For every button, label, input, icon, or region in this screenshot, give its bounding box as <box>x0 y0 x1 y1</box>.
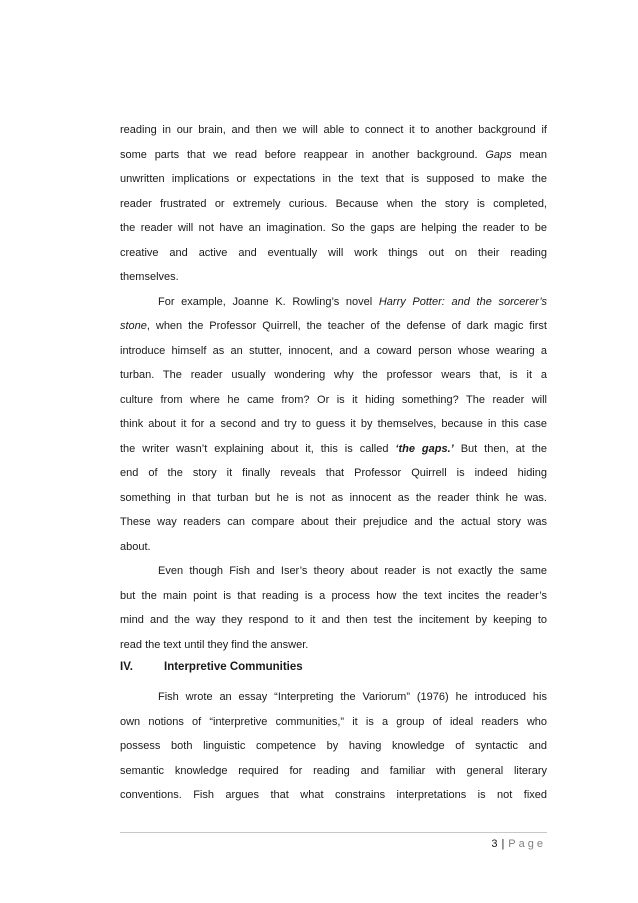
text-line: culture from where he came from? Or is it hiding something? The reader will <box>120 393 547 406</box>
text-line: something in that turban but he is not as innocent as the reader think he was. <box>120 491 547 504</box>
text-line: Even though Fish and Iser’s theory about reader is not exactly the same <box>158 565 547 577</box>
text-line: stone, when the Professor Quirrell, the teacher of the defense of dark magic first <box>120 320 547 332</box>
text-line: about. <box>120 540 151 553</box>
text-line: own notions of “interpretive communities,” it is a group of ideal readers who <box>120 715 547 728</box>
text-line: unwritten implications or expectations in the text that is supposed to make the <box>120 173 547 185</box>
text-line: turban. The reader usually wondering why the professor wears that, is it a <box>120 369 547 381</box>
italic-book-title-cont: stone <box>120 320 147 332</box>
paragraph-interpretive-communities <box>120 685 547 808</box>
text-line: For example, Joanne K. Rowling’s novel Harry Potter: and the sorcerer’s <box>158 295 547 308</box>
section-body <box>120 685 547 808</box>
footer-separator: | <box>501 838 505 850</box>
footer-divider <box>120 832 547 833</box>
section-heading <box>120 661 303 673</box>
text-line: These way readers can compare about their prejudice and the actual story was <box>120 516 547 528</box>
section-number: IV. <box>120 661 134 673</box>
section-title: Interpretive Communities <box>164 661 303 673</box>
paragraph-harry-potter-example <box>120 290 547 560</box>
text-line: introduce himself as an stutter, innocent, and a coward person whose wearing a <box>120 344 547 357</box>
text-line: mind and the way they respond to it and then test the incitement by keeping to <box>120 614 547 626</box>
text-line: reader frustrated or extremely curious. Because when the story is completed, <box>120 197 547 210</box>
text-line: but the main point is that reading is a process how the text incites the reader’s <box>120 589 547 602</box>
text-line: themselves. <box>120 271 179 283</box>
text-line: possess both linguistic competence by having knowledge of syntactic and <box>120 740 547 752</box>
page-number: 3 <box>491 838 498 850</box>
paragraph-gaps-definition <box>120 118 547 290</box>
body-text <box>120 118 547 657</box>
text-line: read the text until they find the answer. <box>120 638 309 651</box>
text-line: the writer wasn’t explaining about it, this is called ‘the gaps.’ But then, at the <box>120 442 547 455</box>
text-line: the reader will not have an imagination. So the gaps are helping the reader to be <box>120 222 547 234</box>
text-line: conventions. Fish argues that what constrains interpretations is not fixed <box>120 789 547 801</box>
text-line: reading in our brain, and then we will able to connect it to another background if <box>120 124 547 136</box>
italic-book-title: Harry Potter: and the sorcerer’s <box>378 295 547 308</box>
page-label: Page <box>508 838 546 850</box>
text-line: think about it for a second and try to guess it by themselves, because in this case <box>120 418 547 430</box>
text-line: Fish wrote an essay “Interpreting the Variorum” (1976) he introduced his <box>158 691 547 703</box>
text-line: creative and active and eventually will work things out on their reading <box>120 246 547 259</box>
text-line: some parts that we read before reappear in another background. Gaps mean <box>120 148 547 161</box>
page-footer <box>491 838 546 850</box>
text-line: semantic knowledge required for reading and familiar with general literary <box>120 764 547 777</box>
paragraph-fish-iser <box>120 559 547 657</box>
italic-term-gaps: Gaps <box>485 148 512 161</box>
bold-italic-the-gaps: ‘the gaps.’ <box>395 442 454 455</box>
text-line: end of the story it finally reveals that Professor Quirrell is indeed hiding <box>120 467 547 479</box>
